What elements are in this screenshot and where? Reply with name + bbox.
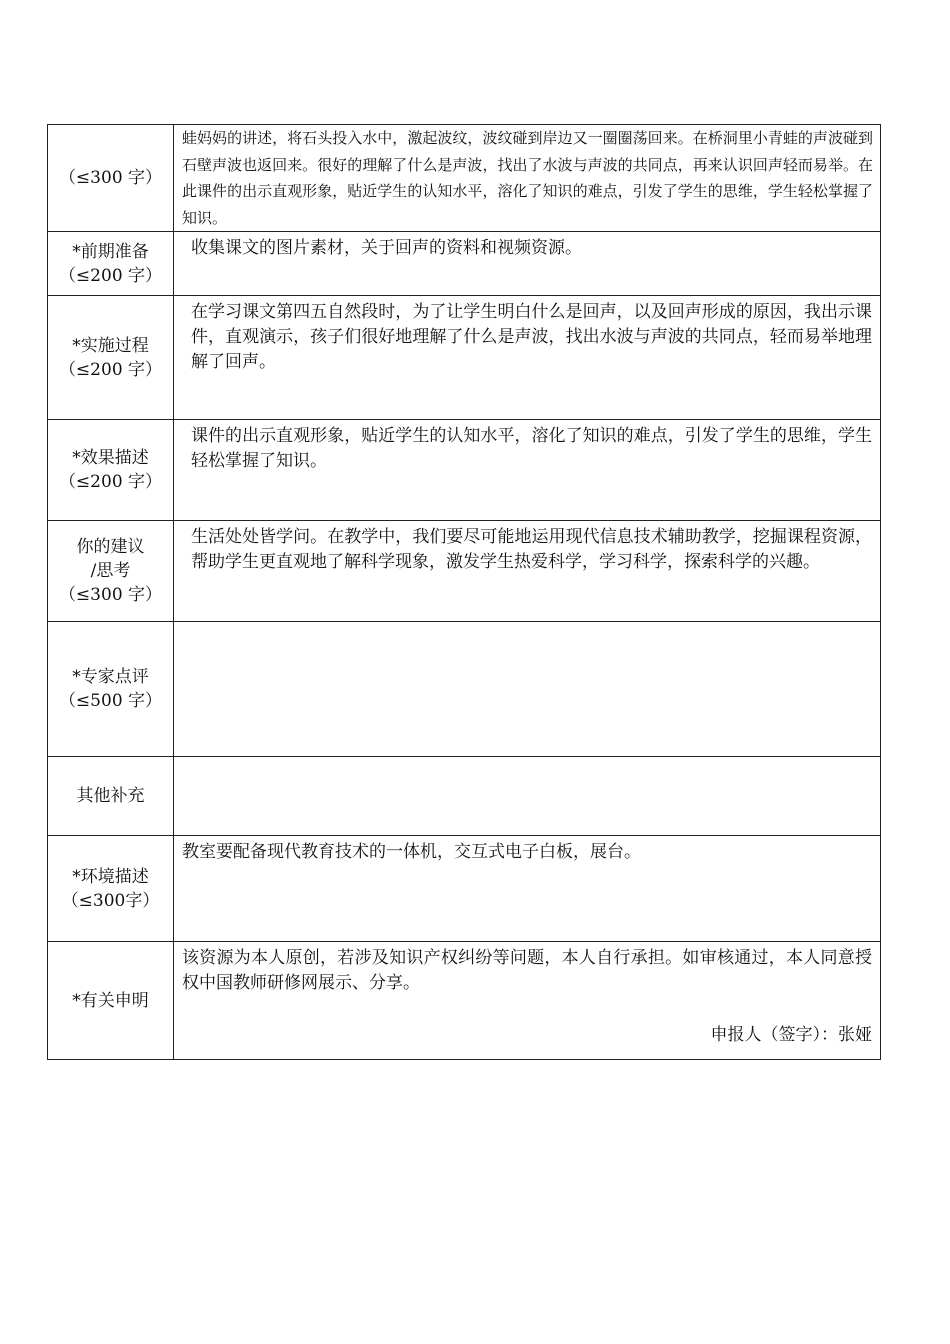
row-content: 教室要配备现代教育技术的一体机，交互式电子白板，展台。 (174, 836, 881, 942)
row-label (48, 521, 174, 622)
row-content (174, 622, 881, 757)
resource-form-table (47, 124, 881, 1060)
table-row (48, 232, 881, 296)
table-row (48, 521, 881, 622)
declaration-text: 该资源为本人原创，若涉及知识产权纠纷等问题，本人自行承担。如审核通过，本人同意授权中国教师研修网展示、分享。 (182, 948, 872, 993)
table-row (48, 125, 881, 232)
row-label (48, 232, 174, 296)
row-label (48, 296, 174, 420)
row-content: 在学习课文第四五自然段时，为了让学生明白什么是回声，以及回声形成的原因，我出示课件，直观演示，孩子们很好地理解了什么是声波，找出水波与声波的共同点，轻而易举地理解了回声。 (174, 296, 881, 420)
table-row (48, 420, 881, 521)
row-label-line: 其他补充 (76, 786, 145, 806)
row-label-line: （≤300字） (61, 890, 160, 911)
table-row (48, 622, 881, 757)
row-label-line: *环境描述 (72, 866, 149, 887)
row-content: 蛙妈妈的讲述，将石头投入水中，激起波纹，波纹碰到岸边又一圈圈荡回来。在桥洞里小青蛙的声波碰到石壁声波也返回来。很好的理解了什么是声波，找出了水波与声波的共同点，再来认识回声轻而易举。在此课件的出示直观形象，贴近学生的认知水平，溶化了知识的难点，引发了学生的思维，学生轻松掌握了知识。 (174, 125, 881, 232)
row-label-line: （≤300 字） (58, 168, 163, 188)
row-label (48, 942, 174, 1060)
row-label-line: （≤300 字） (58, 585, 163, 605)
row-label-line: *前期准备 (72, 241, 149, 262)
row-label (48, 622, 174, 757)
row-content: 生活处处皆学问。在教学中，我们要尽可能地运用现代信息技术辅助教学，挖掘课程资源，帮助学生更直观地了解科学现象，激发学生热爱科学，学习科学，探索科学的兴趣。 (174, 521, 881, 622)
applicant-signature: 申报人（签字）：张娅 (710, 1025, 872, 1045)
row-content: 课件的出示直观形象，贴近学生的认知水平，溶化了知识的难点，引发了学生的思维，学生轻松掌握了知识。 (174, 420, 881, 521)
table-row (48, 296, 881, 420)
row-label-line: 你的建议 (76, 537, 145, 557)
row-label-line: （≤200 字） (58, 359, 163, 380)
row-label-line: /思考 (90, 561, 131, 581)
row-label-line: *专家点评 (72, 667, 149, 687)
row-label-line: （≤200 字） (58, 472, 163, 492)
row-label-line: *有关申明 (72, 990, 149, 1011)
row-label (48, 420, 174, 521)
row-label (48, 757, 174, 836)
table-row (48, 757, 881, 836)
row-label-line: （≤200 字） (58, 265, 163, 286)
table-row (48, 836, 881, 942)
row-label (48, 125, 174, 232)
row-label (48, 836, 174, 942)
row-label-line: *效果描述 (72, 448, 149, 468)
row-content (174, 757, 881, 836)
row-label-line: *实施过程 (72, 335, 149, 356)
row-label-line: （≤500 字） (58, 691, 163, 711)
table-row (48, 942, 881, 1060)
row-content: 收集课文的图片素材，关于回声的资料和视频资源。 (174, 232, 881, 296)
row-content (174, 942, 881, 1060)
